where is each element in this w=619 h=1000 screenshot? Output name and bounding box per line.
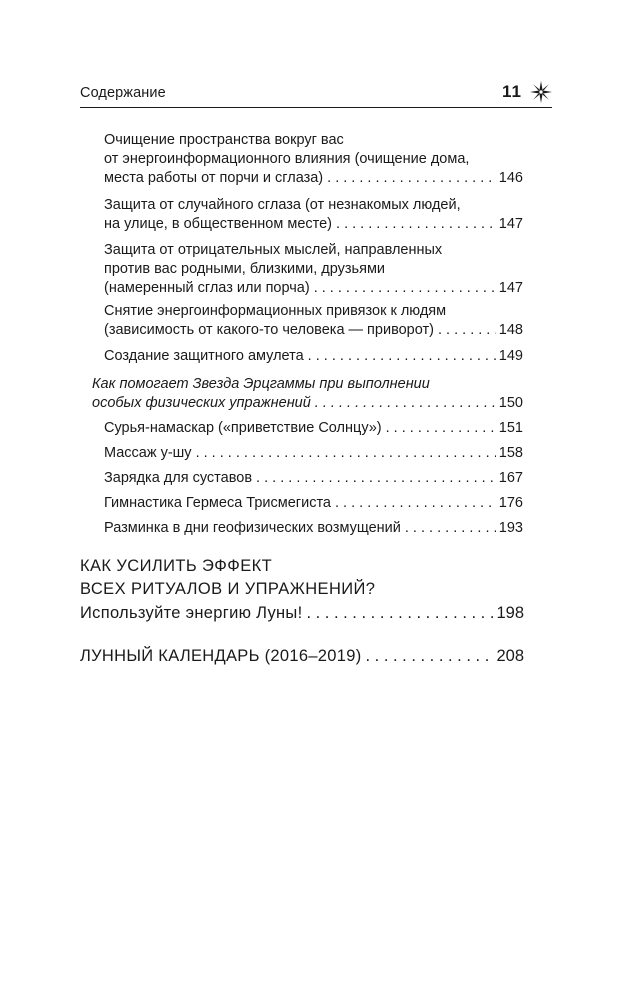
toc-entry-text: (намеренный сглаз или порча) [104, 280, 310, 296]
toc-entry-text: от энергоинформационного влияния (очищение дома, [104, 151, 470, 167]
dot-leader [438, 321, 496, 340]
toc-page-number: 148 [498, 322, 523, 338]
dot-leader [314, 279, 496, 298]
toc-page-number: 147 [498, 216, 523, 232]
toc-entry-text: Снятие энергоинформационных привязок к людям [104, 303, 447, 319]
toc-entry-text: Защита от случайного сглаза (от незнакомых людей, [104, 197, 461, 213]
toc-part-heading [80, 555, 525, 601]
toc-entry-text: Сурья-намаскар («приветствие Солнцу») [104, 420, 382, 436]
toc-entry-text: (зависимость от какого-то человека — приворот) [104, 322, 434, 338]
toc-section-text: Как помогает Звезда Эрцгаммы при выполнении [92, 376, 430, 392]
toc-entry-text: против вас родными, близкими, друзьями [104, 261, 386, 277]
toc-section-text: особых физических упражнений [92, 395, 311, 411]
toc-page-number: 198 [496, 604, 524, 622]
part-heading-text: ВСЕХ РИТУАЛОВ И УПРАЖНЕНИЙ? [80, 580, 376, 598]
toc-entry-text: Создание защитного амулета [104, 348, 304, 364]
toc-entry[interactable] [104, 519, 523, 538]
dot-leader [306, 602, 493, 625]
dot-leader [335, 494, 496, 513]
page-number: 11 [502, 82, 522, 101]
dot-leader [308, 347, 496, 366]
dot-leader [405, 519, 496, 538]
toc-entry-text: места работы от порчи и сглаза) [104, 170, 324, 186]
toc-page-number: 193 [498, 520, 523, 536]
toc-entry-text: на улице, в общественном месте) [104, 216, 333, 232]
toc-entry[interactable] [104, 469, 523, 488]
toc-entry[interactable] [104, 347, 523, 366]
toc-page-number: 150 [498, 395, 523, 411]
toc-page-number: 167 [498, 470, 523, 486]
toc-page-number: 149 [498, 348, 523, 364]
toc-entry-text: Массаж у-шу [104, 445, 192, 461]
toc-page-number: 208 [496, 647, 524, 665]
toc-entry[interactable] [104, 196, 523, 234]
toc-page-number: 147 [498, 280, 523, 296]
toc-entry-text: Защита от отрицательных мыслей, направленных [104, 242, 443, 258]
star-ornament-icon [530, 81, 552, 103]
toc-entry-text: Очищение пространства вокруг вас [104, 132, 344, 148]
toc-entry-text: Зарядка для суставов [104, 470, 253, 486]
toc-entry-text: Гимнастика Гермеса Трисмегиста [104, 495, 331, 511]
toc-entry[interactable] [104, 241, 523, 298]
toc-part-text: Используйте энергию Луны! [80, 604, 303, 622]
running-header [80, 79, 552, 108]
toc-page-number: 158 [498, 445, 523, 461]
toc-part-text: ЛУННЫЙ КАЛЕНДАРЬ (2016–2019) [80, 647, 362, 665]
dot-leader [366, 645, 494, 668]
toc-entry[interactable] [104, 419, 523, 438]
dot-leader [336, 215, 496, 234]
toc-entry[interactable] [104, 302, 523, 340]
toc-part-entry[interactable] [80, 602, 524, 625]
toc-section-entry[interactable] [92, 375, 523, 413]
toc-entry[interactable] [104, 131, 523, 188]
dot-leader [315, 394, 496, 413]
running-header-title: Содержание [80, 85, 166, 101]
part-heading-text: КАК УСИЛИТЬ ЭФФЕКТ [80, 557, 273, 575]
toc-entry-text: Разминка в дни геофизических возмущений [104, 520, 401, 536]
dot-leader [386, 419, 496, 438]
toc-part-entry[interactable] [80, 645, 524, 668]
toc-entry[interactable] [104, 444, 523, 463]
dot-leader [256, 469, 496, 488]
toc-page-number: 176 [498, 495, 523, 511]
dot-leader [196, 444, 496, 463]
dot-leader [327, 169, 496, 188]
toc-page-number: 151 [498, 420, 523, 436]
toc-page-number: 146 [498, 170, 523, 186]
toc-entry[interactable] [104, 494, 523, 513]
